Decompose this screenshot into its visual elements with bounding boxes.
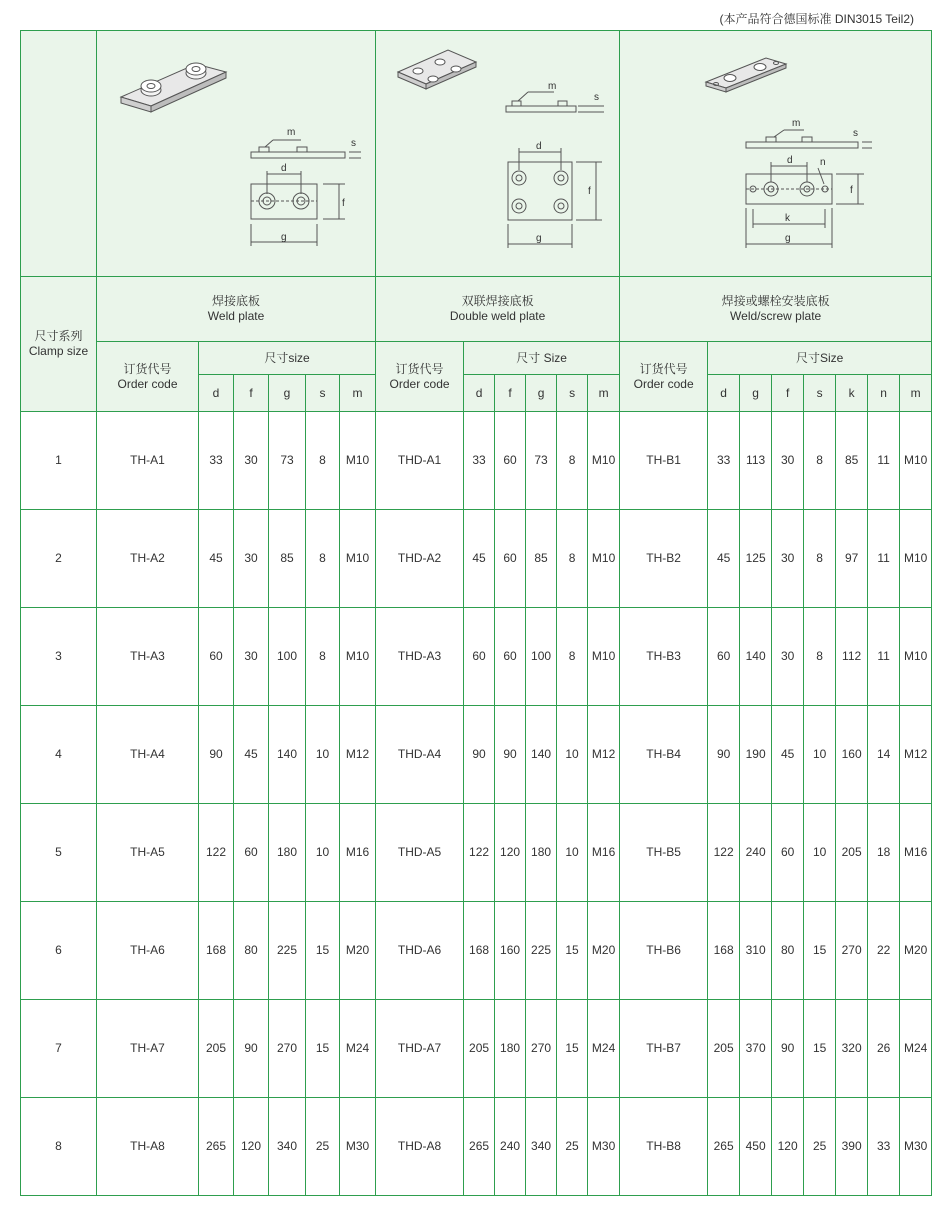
double-weld-plate-header: 双联焊接底板 Double weld plate — [376, 277, 620, 342]
svg-text:f: f — [587, 185, 591, 197]
dim-cell: 33 — [708, 412, 740, 510]
dim-cell: 97 — [836, 510, 868, 608]
dim-cell: 205 — [708, 1000, 740, 1098]
clamp-size-cell: 5 — [21, 804, 97, 902]
dim-header: n — [868, 375, 900, 412]
dim-cell: 10 — [306, 804, 340, 902]
dim-cell: 240 — [740, 804, 772, 902]
dim-cell: 122 — [199, 804, 234, 902]
dim-cell: M12 — [588, 706, 620, 804]
dim-cell: 160 — [495, 902, 526, 1000]
dim-cell: 60 — [495, 608, 526, 706]
size-header-d: 尺寸 Size — [464, 342, 620, 375]
dim-header: k — [836, 375, 868, 412]
dim-header: g — [526, 375, 557, 412]
dim-cell: 225 — [269, 902, 306, 1000]
dim-cell: M16 — [900, 804, 932, 902]
svg-text:d: d — [535, 140, 542, 152]
dim-cell: 8 — [306, 608, 340, 706]
dim-cell: 60 — [708, 608, 740, 706]
dim-cell: 168 — [464, 902, 495, 1000]
dim-cell: M16 — [340, 804, 376, 902]
dim-cell: 120 — [772, 1098, 804, 1196]
dim-cell: 205 — [836, 804, 868, 902]
table-row — [21, 608, 932, 706]
dim-cell: 90 — [708, 706, 740, 804]
dim-cell: 45 — [234, 706, 269, 804]
dim-header: g — [269, 375, 306, 412]
order-code-cell: TH-A6 — [97, 902, 199, 1000]
dim-cell: 22 — [868, 902, 900, 1000]
dim-cell: 73 — [269, 412, 306, 510]
dim-cell: 60 — [495, 412, 526, 510]
dim-cell: 18 — [868, 804, 900, 902]
table-row — [21, 1000, 932, 1098]
order-code-cell: TH-A7 — [97, 1000, 199, 1098]
dim-cell: 85 — [836, 412, 868, 510]
svg-text:s: s — [593, 91, 599, 103]
dim-cell: 8 — [306, 412, 340, 510]
dim-header: m — [340, 375, 376, 412]
weld-plate-header: 焊接底板 Weld plate — [97, 277, 376, 342]
svg-text:m: m — [547, 80, 556, 92]
dim-cell: 265 — [199, 1098, 234, 1196]
dim-cell: 30 — [772, 412, 804, 510]
svg-text:f: f — [342, 197, 345, 209]
dim-cell: M10 — [588, 510, 620, 608]
svg-text:k: k — [784, 212, 790, 224]
clamp-size-cell: 4 — [21, 706, 97, 804]
table-row — [21, 706, 932, 804]
dim-cell: 390 — [836, 1098, 868, 1196]
svg-text:g: g — [784, 232, 791, 244]
dim-cell: 112 — [836, 608, 868, 706]
dim-cell: 100 — [269, 608, 306, 706]
table-row — [21, 510, 932, 608]
dim-cell: 90 — [495, 706, 526, 804]
weld-plate-illustration — [101, 34, 371, 274]
dim-cell: 60 — [495, 510, 526, 608]
dim-cell: M10 — [900, 412, 932, 510]
svg-text:s: s — [351, 137, 357, 149]
order-code-cell: TH-B7 — [620, 1000, 708, 1098]
size-header-a: 尺寸size — [199, 342, 376, 375]
table-row — [21, 1098, 932, 1196]
clamp-size-cell: 3 — [21, 608, 97, 706]
dim-header: s — [557, 375, 588, 412]
weld-screw-plate-illustration — [626, 34, 926, 274]
clamp-size-cell: 8 — [21, 1098, 97, 1196]
dim-cell: 120 — [495, 804, 526, 902]
clamp-size-cell: 6 — [21, 902, 97, 1000]
dim-cell: 168 — [199, 902, 234, 1000]
dim-cell: 10 — [557, 804, 588, 902]
dim-cell: 45 — [199, 510, 234, 608]
weld-screw-plate-header: 焊接或螺栓安装底板 Weld/screw plate — [620, 277, 932, 342]
clamp-size-header: 尺寸系列 Clamp size — [21, 277, 97, 412]
dim-cell: M10 — [340, 608, 376, 706]
dim-cell: 8 — [804, 510, 836, 608]
data-rows — [21, 412, 932, 1196]
order-code-cell: THD-A1 — [376, 412, 464, 510]
table-row — [21, 804, 932, 902]
dim-cell: M24 — [900, 1000, 932, 1098]
dim-cell: 15 — [557, 902, 588, 1000]
dim-cell: 10 — [557, 706, 588, 804]
dim-header: m — [900, 375, 932, 412]
dim-cell: 26 — [868, 1000, 900, 1098]
dim-cell: 33 — [868, 1098, 900, 1196]
dim-cell: 340 — [526, 1098, 557, 1196]
dim-cell: 120 — [234, 1098, 269, 1196]
dim-header: f — [234, 375, 269, 412]
svg-text:d: d — [786, 154, 793, 166]
dim-cell: 8 — [306, 510, 340, 608]
dim-cell: 15 — [306, 1000, 340, 1098]
dim-cell: 180 — [526, 804, 557, 902]
table-row — [21, 902, 932, 1000]
clamp-size-cell: 1 — [21, 412, 97, 510]
order-code-cell: THD-A5 — [376, 804, 464, 902]
svg-text:f: f — [849, 184, 853, 196]
dim-cell: M24 — [340, 1000, 376, 1098]
dim-cell: 15 — [557, 1000, 588, 1098]
order-code-cell: TH-A4 — [97, 706, 199, 804]
svg-text:m: m — [791, 117, 800, 129]
dim-cell: M12 — [900, 706, 932, 804]
dim-cell: 8 — [557, 608, 588, 706]
dim-cell: M24 — [588, 1000, 620, 1098]
dim-cell: 10 — [306, 706, 340, 804]
svg-text:d: d — [281, 162, 287, 174]
dim-cell: M10 — [588, 608, 620, 706]
dim-cell: 60 — [199, 608, 234, 706]
size-header-b: 尺寸Size — [708, 342, 932, 375]
dim-cell: 25 — [804, 1098, 836, 1196]
dim-cell: 8 — [557, 510, 588, 608]
dim-cell: 80 — [772, 902, 804, 1000]
dim-header: s — [306, 375, 340, 412]
double-weld-plate-illustration — [378, 34, 618, 274]
dim-cell: 122 — [708, 804, 740, 902]
order-code-cell: THD-A6 — [376, 902, 464, 1000]
order-code-cell: TH-B6 — [620, 902, 708, 1000]
dim-cell: 265 — [708, 1098, 740, 1196]
order-code-header-d: 订货代号 Order code — [376, 342, 464, 412]
order-code-header-a: 订货代号 Order code — [97, 342, 199, 412]
dim-cell: 370 — [740, 1000, 772, 1098]
order-code-cell: THD-A4 — [376, 706, 464, 804]
dim-cell: 15 — [804, 902, 836, 1000]
dim-cell: 320 — [836, 1000, 868, 1098]
dim-header: s — [804, 375, 836, 412]
dim-cell: M20 — [340, 902, 376, 1000]
dim-cell: M10 — [340, 510, 376, 608]
dim-cell: M20 — [900, 902, 932, 1000]
dim-cell: 33 — [464, 412, 495, 510]
dim-cell: 340 — [269, 1098, 306, 1196]
dim-cell: 90 — [772, 1000, 804, 1098]
clamp-size-cell: 7 — [21, 1000, 97, 1098]
order-code-cell: TH-A8 — [97, 1098, 199, 1196]
order-code-cell: TH-A1 — [97, 412, 199, 510]
dim-header: f — [772, 375, 804, 412]
dim-cell: 240 — [495, 1098, 526, 1196]
dim-cell: M10 — [340, 412, 376, 510]
dim-cell: 73 — [526, 412, 557, 510]
table-row — [21, 412, 932, 510]
dim-cell: 90 — [234, 1000, 269, 1098]
order-code-cell: TH-A2 — [97, 510, 199, 608]
order-code-cell: TH-B8 — [620, 1098, 708, 1196]
dim-cell: M16 — [588, 804, 620, 902]
order-code-header-b: 订货代号 Order code — [620, 342, 708, 412]
dim-cell: 25 — [306, 1098, 340, 1196]
spec-table — [20, 30, 932, 1196]
dim-cell: 85 — [526, 510, 557, 608]
dim-cell: 45 — [772, 706, 804, 804]
dim-header: f — [495, 375, 526, 412]
double-weld-plate-drawing — [376, 31, 620, 277]
dim-header: d — [464, 375, 495, 412]
dim-header: d — [708, 375, 740, 412]
dim-cell: M12 — [340, 706, 376, 804]
dim-cell: 60 — [772, 804, 804, 902]
dim-cell: M30 — [340, 1098, 376, 1196]
order-code-cell: TH-B3 — [620, 608, 708, 706]
dim-cell: 30 — [234, 510, 269, 608]
dim-cell: 10 — [804, 706, 836, 804]
order-code-cell: THD-A8 — [376, 1098, 464, 1196]
dim-cell: 11 — [868, 608, 900, 706]
dim-cell: 30 — [772, 510, 804, 608]
dim-cell: 100 — [526, 608, 557, 706]
order-code-cell: TH-B1 — [620, 412, 708, 510]
dim-cell: M10 — [900, 510, 932, 608]
dim-cell: 8 — [804, 608, 836, 706]
svg-text:n: n — [819, 156, 826, 168]
dim-cell: 270 — [836, 902, 868, 1000]
dim-cell: 30 — [234, 608, 269, 706]
dim-cell: 450 — [740, 1098, 772, 1196]
weld-screw-plate-drawing — [620, 31, 932, 277]
dim-header: g — [740, 375, 772, 412]
dim-cell: 85 — [269, 510, 306, 608]
dim-cell: 8 — [557, 412, 588, 510]
order-code-cell: TH-B5 — [620, 804, 708, 902]
dim-cell: 11 — [868, 412, 900, 510]
svg-text:g: g — [281, 231, 287, 243]
dim-cell: 225 — [526, 902, 557, 1000]
dim-cell: 160 — [836, 706, 868, 804]
dim-cell: 80 — [234, 902, 269, 1000]
dim-cell: 270 — [269, 1000, 306, 1098]
dim-cell: 15 — [306, 902, 340, 1000]
dim-cell: 168 — [708, 902, 740, 1000]
order-code-cell: THD-A3 — [376, 608, 464, 706]
dim-cell: 60 — [464, 608, 495, 706]
dim-cell: 310 — [740, 902, 772, 1000]
dim-cell: 25 — [557, 1098, 588, 1196]
dim-cell: 33 — [199, 412, 234, 510]
dim-cell: 122 — [464, 804, 495, 902]
svg-text:m: m — [287, 126, 296, 138]
dim-cell: 11 — [868, 510, 900, 608]
dim-cell: 90 — [199, 706, 234, 804]
order-code-cell: THD-A7 — [376, 1000, 464, 1098]
order-code-cell: TH-A3 — [97, 608, 199, 706]
svg-text:s: s — [852, 127, 858, 139]
dim-cell: 140 — [269, 706, 306, 804]
clamp-size-cell: 2 — [21, 510, 97, 608]
dim-cell: 90 — [464, 706, 495, 804]
dim-cell: 10 — [804, 804, 836, 902]
dim-cell: M30 — [900, 1098, 932, 1196]
order-code-cell: TH-A5 — [97, 804, 199, 902]
dim-cell: 140 — [526, 706, 557, 804]
svg-text:g: g — [535, 232, 542, 244]
standard-note: (本产品符合德国标准 DIN3015 Teil2) — [719, 12, 914, 26]
dim-cell: 15 — [804, 1000, 836, 1098]
dim-header: d — [199, 375, 234, 412]
dim-cell: 14 — [868, 706, 900, 804]
order-code-cell: TH-B4 — [620, 706, 708, 804]
dim-cell: 180 — [269, 804, 306, 902]
dim-cell: 60 — [234, 804, 269, 902]
dim-cell: M10 — [588, 412, 620, 510]
dim-cell: 140 — [740, 608, 772, 706]
dim-cell: M20 — [588, 902, 620, 1000]
dim-cell: 45 — [464, 510, 495, 608]
dim-cell: 45 — [708, 510, 740, 608]
dim-cell: 205 — [199, 1000, 234, 1098]
weld-plate-drawing — [97, 31, 376, 277]
dim-cell: 180 — [495, 1000, 526, 1098]
dim-cell: 113 — [740, 412, 772, 510]
dim-cell: 190 — [740, 706, 772, 804]
dim-cell: 270 — [526, 1000, 557, 1098]
dim-cell: 205 — [464, 1000, 495, 1098]
dim-cell: 30 — [772, 608, 804, 706]
dim-cell: M30 — [588, 1098, 620, 1196]
dim-header: m — [588, 375, 620, 412]
dim-cell: M10 — [900, 608, 932, 706]
dim-cell: 30 — [234, 412, 269, 510]
dim-cell: 8 — [804, 412, 836, 510]
corner-cell — [21, 31, 97, 277]
order-code-cell: TH-B2 — [620, 510, 708, 608]
dim-cell: 265 — [464, 1098, 495, 1196]
order-code-cell: THD-A2 — [376, 510, 464, 608]
dim-cell: 125 — [740, 510, 772, 608]
